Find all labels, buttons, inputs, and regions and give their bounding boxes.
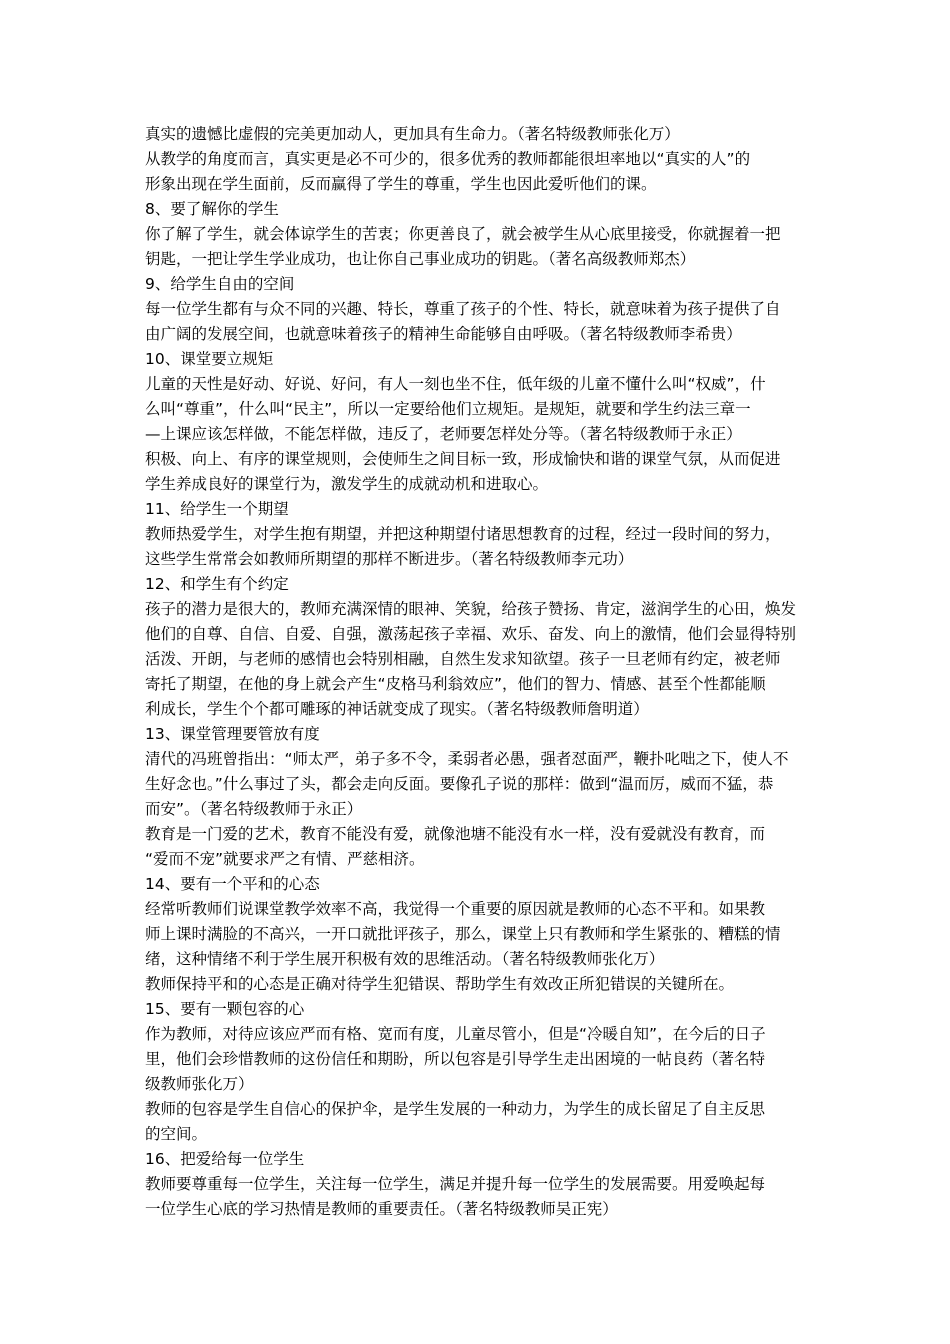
text-line: 一位学生心底的学习热情是教师的重要责任。（著名特级教师吴正宪） [145, 1200, 618, 1218]
text-line: 教师要尊重每一位学生，关注每一位学生，满足并提升每一位学生的发展需要。用爱唤起每 [145, 1175, 766, 1193]
text-line: 生好念也。”什么事过了头，都会走向反面。要像孔子说的那样：做到“温而厉，威而不猛，恭 [145, 775, 774, 793]
text-line: 作为教师，对待应该应严而有格、宽而有度，儿童尽管小，但是“冷暖自知”，在今后的日子 [145, 1025, 766, 1043]
text-line: 学生养成良好的课堂行为，激发学生的成就动机和进取心。 [145, 475, 549, 493]
section-heading-9: 9、给学生自由的空间 [145, 275, 295, 293]
section-heading-15: 15、要有一颗包容的心 [145, 1000, 305, 1018]
text-line: —上课应该怎样做，不能怎样做，违反了，老师要怎样处分等。（著名特级教师于永正） [145, 425, 742, 443]
text-line: 的空间。 [145, 1125, 208, 1143]
text-line: 孩子的潜力是很大的，教师充满深情的眼神、笑貌，给孩子赞扬、肯定，滋润学生的心田，焕发 [145, 600, 797, 618]
text-line: 这些学生常常会如教师所期望的那样不断进步。（著名特级教师李元功） [145, 550, 634, 568]
section-heading-12: 12、和学生有个约定 [145, 575, 289, 593]
text-line: 每一位学生都有与众不同的兴趣、特长，尊重了孩子的个性、特长，就意味着为孩子提供了自 [145, 300, 781, 318]
text-line: 教育是一门爱的艺术，教育不能没有爱，就像池塘不能没有水一样，没有爱就没有教育，而 [145, 825, 766, 843]
section-heading-11: 11、给学生一个期望 [145, 500, 289, 518]
text-line: 寄托了期望，在他的身上就会产生“皮格马利翁效应”，他们的智力、情感、甚至个性都能顺 [145, 675, 766, 693]
text-line: 么叫“尊重”，什么叫“民主”，所以一定要给他们立规矩。是规矩，就要和学生约法三章一 [145, 400, 751, 418]
section-heading-14: 14、要有一个平和的心态 [145, 875, 320, 893]
text-line: 经常听教师们说课堂教学效率不高，我觉得一个重要的原因就是教师的心态不平和。如果教 [145, 900, 766, 918]
text-line: 你了解了学生，就会体谅学生的苦衷；你更善良了，就会被学生从心底里接受，你就握着一把 [145, 225, 781, 243]
text-line: 他们的自尊、自信、自爱、自强，激荡起孩子幸福、欢乐、奋发、向上的激情，他们会显得特别 [145, 625, 797, 643]
text-line: 活泼、开朗，与老师的感情也会特别相融，自然生发求知欲望。孩子一旦老师有约定，被老师 [145, 650, 781, 668]
text-line: 由广阔的发展空间，也就意味着孩子的精神生命能够自由呼吸。（著名特级教师李希贵） [145, 325, 742, 343]
text-line: 级教师张化万） [145, 1075, 254, 1093]
text-line: 教师热爱学生，对学生抱有期望，并把这种期望付诸思想教育的过程，经过一段时间的努力， [145, 525, 781, 543]
section-heading-10: 10、课堂要立规矩 [145, 350, 274, 368]
text-line: 师上课时满脸的不高兴，一开口就批评孩子，那么，课堂上只有教师和学生紧张的、糟糕的情 [145, 925, 781, 943]
text-line: 绪，这种情绪不利于学生展开积极有效的思维活动。（著名特级教师张化万） [145, 950, 665, 968]
document-body [145, 122, 810, 1222]
text-line: 利成长，学生个个都可雕琢的神话就变成了现实。（著名特级教师詹明道） [145, 700, 649, 718]
text-line: 钥匙，一把让学生学业成功，也让你自己事业成功的钥匙。（著名高级教师郑杰） [145, 250, 696, 268]
text-line: 真实的遗憾比虚假的完美更加动人，更加具有生命力。（著名特级教师张化万） [145, 125, 680, 143]
text-line: 儿童的天性是好动、好说、好问，有人一刻也坐不住，低年级的儿童不懂什么叫“权威”，什 [145, 375, 766, 393]
text-line: 形象出现在学生面前，反而赢得了学生的尊重，学生也因此爱听他们的课。 [145, 175, 657, 193]
text-line: 清代的冯班曾指出：“师太严，弟子多不令，柔弱者必愚，强者怼面严，鞭扑叱咄之下，使人不 [145, 750, 789, 768]
section-heading-8: 8、要了解你的学生 [145, 200, 279, 218]
text-line: 积极、向上、有序的课堂规则，会使师生之间目标一致，形成愉快和谐的课堂气氛，从而促进 [145, 450, 781, 468]
text-line: 而安”。（著名特级教师于永正） [145, 800, 363, 818]
text-line: 教师保持平和的心态是正确对待学生犯错误、帮助学生有效改正所犯错误的关键所在。 [145, 975, 735, 993]
text-line: “爱而不宠”就要求严之有情、严慈相济。 [145, 850, 425, 868]
text-line: 教师的包容是学生自信心的保护伞，是学生发展的一种动力，为学生的成长留足了自主反思 [145, 1100, 766, 1118]
text-line: 从教学的角度而言，真实更是必不可少的，很多优秀的教师都能很坦率地以“真实的人”的 [145, 150, 751, 168]
section-heading-16: 16、把爱给每一位学生 [145, 1150, 305, 1168]
text-line: 里，他们会珍惜教师的这份信任和期盼，所以包容是引导学生走出困境的一帖良药（著名特 [145, 1050, 766, 1068]
section-heading-13: 13、课堂管理要管放有度 [145, 725, 320, 743]
